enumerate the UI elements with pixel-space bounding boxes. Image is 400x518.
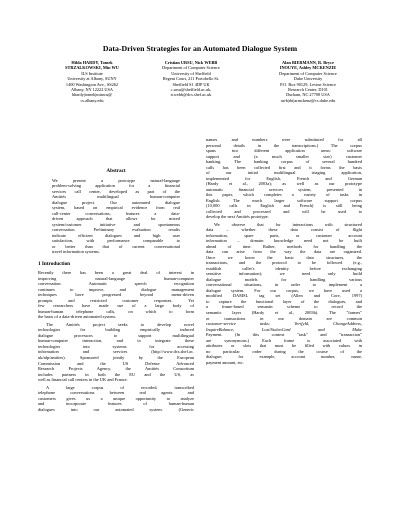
author-group-albany	[40, 60, 144, 103]
text-line: banking. The banking corpus of several hundred	[206, 159, 362, 165]
text-line: conversation. Automatic speech recognition	[38, 281, 194, 287]
text-line: support and (a much smaller size) customer	[206, 153, 362, 159]
right-column	[206, 137, 362, 365]
email-line: c.ursu@sheffield.ac.uk,	[170, 87, 212, 93]
text-line: We present a prototype natural-language	[52, 177, 180, 183]
text-line: A large corpus of recorded, transcribed	[46, 384, 194, 390]
text-line: to capture the functional layer of the dialogues, and	[206, 298, 362, 304]
text-line: services call center, developed as part of the	[52, 188, 180, 194]
abstract-body	[52, 178, 180, 255]
author-name-line: Hilda HARDY, Tomek	[71, 60, 113, 65]
text-line: human-computer interaction, and to integrate these	[38, 338, 194, 344]
author-name-line: STRZALKOWSKI, Min WU	[65, 65, 119, 71]
text-line: InquireBalance, Lost/StolenCard and Make	[206, 326, 362, 332]
text-line: modified DAMSL tag set (Allen and Core, 1997)	[206, 293, 362, 299]
text-line: problem-solving application for a financial	[52, 183, 180, 189]
text-line: Once we know the basic data structures, the	[206, 254, 362, 260]
text-line: information, spare parts, or customer account	[206, 232, 362, 238]
affiliation-line: Durham, NC 27708 USA	[286, 92, 330, 98]
text-line: spans two different application areas: software	[206, 148, 362, 154]
author-affiliation	[250, 71, 366, 103]
email-line: hhardy|tomek|minwu@	[71, 92, 113, 98]
text-line: English. The much larger software support corpus	[206, 197, 362, 203]
affiliation-line: Research Center, D101	[288, 87, 328, 93]
text-line: human-human telephone calls, on which to form	[38, 308, 194, 314]
author-group-sheffield	[138, 60, 244, 98]
affiliation-line: Department of Computer Science	[279, 70, 337, 76]
intro-paragraph-1	[38, 270, 194, 320]
text-line: improving natural-language human-computer	[38, 275, 194, 281]
text-line: this paper, which completes a variety of tasks in	[206, 192, 362, 198]
affiliation-line: Duke University	[293, 76, 323, 82]
text-line: Recently there has been a great deal of interest in	[38, 270, 194, 276]
text-line: develop the next Amitiés prototype.	[206, 214, 269, 220]
text-line: system/customer initiative and spontaneous	[52, 221, 180, 227]
text-line: payment amount, etc.	[206, 359, 244, 365]
text-line: The Amitiés project seeks to develop novel	[46, 321, 194, 327]
author-affiliation	[40, 71, 144, 103]
text-line: (10,000 calls in English and French) is still being	[206, 203, 362, 209]
text-line: Commission and the US Defense Advanced	[38, 360, 194, 366]
body-paragraph-1	[206, 137, 362, 220]
affiliation-line: Regent Court, 211 Portobello St.	[162, 76, 220, 82]
intro-paragraph-2	[38, 322, 194, 383]
text-line: dialogue models for handling various	[206, 276, 362, 282]
left-column	[38, 136, 194, 412]
author-group-duke	[250, 60, 366, 103]
text-line: Payment. (In this context "task" and "transaction"	[206, 332, 362, 338]
text-line: information – domain knowledge need not be built	[206, 238, 362, 244]
text-line: uk/nlp/amities). Sponsored jointly by the European	[38, 354, 194, 360]
text-line: and incorporate features of human-human	[38, 401, 194, 407]
text-line: data can arise from the way the data are organized.	[206, 249, 362, 255]
author-name-line: INOUYE, Ashley MCKENZIE	[279, 65, 337, 71]
text-line: We observe that for interactions with structured	[214, 221, 362, 227]
text-line: technologies into systems for accessing	[38, 343, 194, 349]
text-line: the basis of a data-driven automated system.	[38, 314, 116, 320]
email-line: n.webb@dcs.shef.ac.uk	[170, 92, 212, 98]
affiliation-line: University at Albany, SUNY	[67, 76, 117, 82]
author-block	[0, 60, 400, 130]
text-line: data – whether these data consist of flight	[206, 227, 362, 233]
text-line: ahead of time. Rather, methods for handling the	[206, 243, 362, 249]
email-line: cs.albany.edu	[80, 97, 104, 103]
affiliation-line: Albany, NY 12222 USA	[70, 87, 114, 93]
affiliation-line: 1400 Washington Ave., SS262	[65, 81, 119, 87]
text-line: collected and processed and will be used to	[206, 208, 362, 214]
text-line: or better than that of current conversational	[52, 243, 180, 249]
text-line: driven approach that allows for mixed	[52, 216, 180, 222]
text-line: prompts and restricted customer responses. Yet	[38, 297, 194, 303]
affiliation-line: University of Sheffield	[171, 70, 211, 76]
text-line: few researchers have made use of a large body of	[38, 303, 194, 309]
section-heading-introduction: 1 Introduction	[38, 260, 71, 267]
text-line: attributes or slots that must be filled with values in	[206, 343, 362, 349]
text-line: sensitive information); we need only build	[206, 271, 362, 277]
text-line: call-center conversations, features a data-	[52, 210, 180, 216]
text-line: names and numbers were substituted for all	[206, 137, 362, 142]
text-line: well as financial call centers in the UK and France.	[38, 377, 128, 383]
text-line: techniques have progressed beyond menu-driven	[38, 292, 194, 298]
text-line: system, based on empirical evidence from real	[52, 205, 180, 211]
author-names	[40, 60, 144, 71]
intro-paragraph-3	[38, 385, 194, 413]
body-paragraph-2	[206, 222, 362, 365]
text-line: transactions, and the protocol to be followed (e.g.,	[206, 260, 362, 266]
text-line: personal details in the transcriptions.) The corpus	[206, 142, 362, 148]
text-line: semantic layer (Hardy et al., 2003b). The "frames"	[206, 309, 362, 315]
text-line: satisfaction, with performance comparable to	[52, 238, 180, 244]
text-line: dialogues into our automated system. (Generic	[38, 406, 194, 412]
text-line: (Hardy et al., 2003a); as well as our prototype	[206, 181, 362, 187]
text-line: technologies for building empirically induced	[38, 327, 194, 333]
email-line: awb|rbi|armckenz@cs.duke.edu	[280, 97, 336, 103]
author-name-line: Alan BIERMANN, R. Bryce	[282, 60, 334, 65]
text-line: or transactions in our domain are common	[206, 315, 362, 321]
text-line: calls has been collected first and it forms the basis	[206, 164, 362, 170]
text-line: conversational situations, in order to implement a	[206, 282, 362, 288]
text-line: conversation. Preliminary evaluation results	[52, 227, 180, 233]
text-line: implemented for English, French and German	[206, 175, 362, 181]
text-line: continues to improve, and dialogue management	[38, 286, 194, 292]
affiliation-line: P.O. Box 90129, Levine Science	[280, 81, 336, 87]
text-line: information and services (http://www.dcs.shef.ac.	[38, 349, 194, 355]
text-line: customers gives us a unique opportunity to analyze	[38, 395, 194, 401]
text-line: a frame-based semantic scheme to record the	[206, 304, 362, 310]
affiliation-line: ILS Institute	[81, 70, 103, 76]
text-line: customer-service tasks: VerifyId, ChangeAddress,	[206, 321, 362, 327]
text-line: Research Projects Agency, the Amitiés Consortium	[38, 366, 194, 372]
abstract-heading: Abstract	[106, 168, 126, 174]
affiliation-line: Sheffield S1 4DP UK	[172, 81, 210, 87]
text-line: dialogue system. For our corpus, we have used a	[206, 287, 362, 293]
text-line: are synonymous.) Each frame is associated with	[206, 337, 362, 343]
author-name-line: Cristian URSU, Nick WEBB	[164, 60, 218, 65]
text-line: automatic financial services system, presented in	[206, 186, 362, 192]
text-line: indicate efficient dialogues and high user	[52, 232, 180, 238]
affiliation-line: Department of Computer Science	[162, 65, 220, 71]
text-line: travel information systems.	[52, 249, 100, 255]
text-line: dialogue processors to support multilingual	[38, 332, 194, 338]
author-names	[250, 60, 366, 71]
text-line: includes partners in both the EU and the US, as	[38, 371, 194, 377]
author-affiliation	[138, 65, 244, 97]
paper-title: Data-Driven Strategies for an Automated Dialogue System	[102, 44, 298, 53]
text-line: dialogue; for example, account number, name,	[206, 354, 362, 360]
text-line: establish caller's identity before exchanging	[206, 265, 362, 271]
text-line: dialogue project. Our automated dialogue	[52, 199, 180, 205]
text-line: no particular order during the course of the	[206, 348, 362, 354]
text-line: Amitiés multilingual human-computer	[52, 194, 180, 200]
text-line: of our initial multilingual triaging application,	[206, 170, 362, 176]
text-line: telephone conversations between real agents and	[38, 390, 194, 396]
